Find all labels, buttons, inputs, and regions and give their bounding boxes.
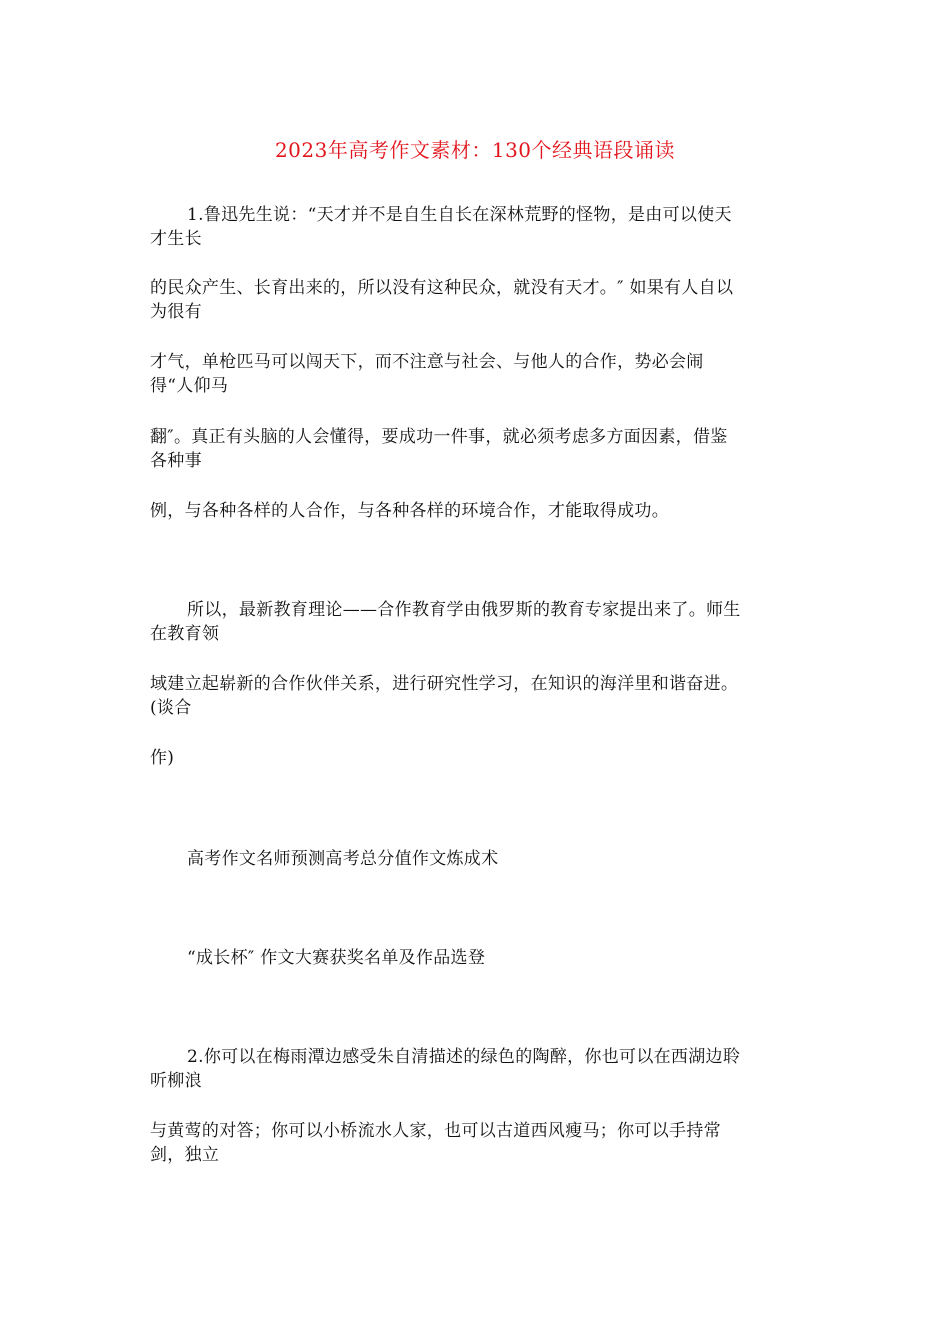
text-line: 才生长 <box>150 229 202 249</box>
document-title: 2023年高考作文素材：130个经典语段诵读 <box>274 138 676 162</box>
text-line: 在教育领 <box>150 624 220 644</box>
text-line: “成长杯″ 作文大赛获奖名单及作品选登 <box>187 948 486 968</box>
text-line: 翻″。真正有头脑的人会懂得，要成功一件事，就必须考虑多方面因素，借鉴 <box>150 427 728 447</box>
text-line: 1.鲁迅先生说：“天才并不是自生自长在深林荒野的怪物，是由可以使天 <box>187 205 732 225</box>
text-line: 作) <box>150 748 175 768</box>
text-line: 得“人仰马 <box>150 376 229 396</box>
text-line: 为很有 <box>150 302 202 322</box>
text-line: 听柳浪 <box>150 1071 202 1091</box>
text-line: 2.你可以在梅雨潭边感受朱自清描述的绿色的陶醉，你也可以在西湖边聆 <box>187 1047 741 1067</box>
text-line: 与黄莺的对答；你可以小桥流水人家，也可以古道西风瘦马；你可以手持常 <box>150 1121 721 1141</box>
text-line: 才气，单枪匹马可以闯天下，而不注意与社会、与他人的合作，势必会闹 <box>150 352 704 372</box>
text-line: 例，与各种各样的人合作，与各种各样的环境合作，才能取得成功。 <box>150 501 669 521</box>
text-line: 所以，最新教育理论——合作教育学由俄罗斯的教育专家提出来了。师生 <box>187 600 741 620</box>
text-line: (谈合 <box>150 698 192 718</box>
text-line: 的民众产生、长育出来的，所以没有这种民众，就没有天才。″ 如果有人自以 <box>150 278 734 298</box>
text-line: 剑，独立 <box>150 1145 220 1165</box>
text-line: 各种事 <box>150 451 202 471</box>
text-line: 高考作文名师预测高考总分值作文炼成术 <box>187 849 499 869</box>
text-line: 域建立起崭新的合作伙伴关系，进行研究性学习，在知识的海洋里和谐奋进。 <box>150 674 739 694</box>
